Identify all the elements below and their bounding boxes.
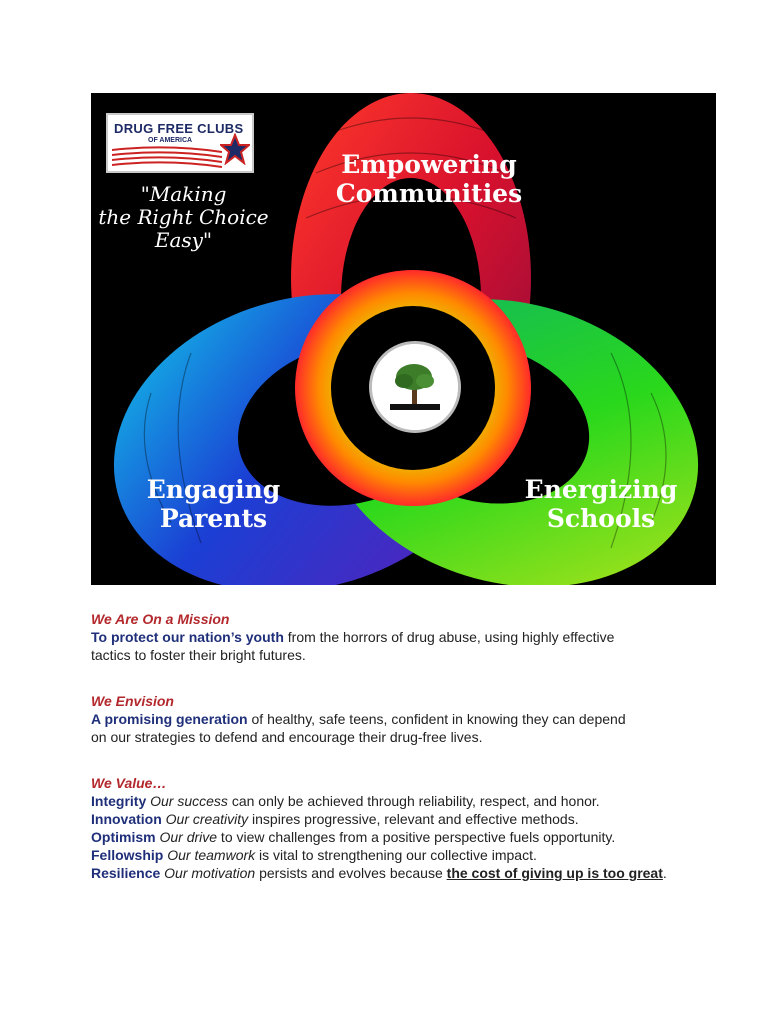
envision-heading: We Envision bbox=[91, 693, 174, 709]
label-empowering-communities bbox=[329, 151, 529, 209]
label-right-line-2: Schools bbox=[546, 503, 656, 533]
mission-lead: To protect our nation’s youth bbox=[91, 629, 284, 645]
mission-body: from the horrors of drug abuse, using highly effective bbox=[283, 629, 615, 645]
value-subject: Our teamwork bbox=[167, 847, 256, 863]
value-text: persists and evolves because bbox=[255, 865, 447, 881]
value-text: is vital to strengthening our collective impact. bbox=[255, 847, 537, 863]
value-term: Fellowship bbox=[91, 847, 164, 863]
value-term: Optimism bbox=[91, 829, 156, 845]
tagline-line-2: the Right Choice bbox=[98, 205, 269, 229]
envision-lead: A promising generation bbox=[91, 711, 248, 727]
logo bbox=[106, 113, 254, 173]
value-emphasis: the cost of giving up is too great bbox=[446, 865, 663, 881]
mission-heading: We Are On a Mission bbox=[91, 611, 230, 627]
star-icon bbox=[220, 133, 250, 165]
envision-body-2: on our strategies to defend and encourage their drug-free lives. bbox=[91, 729, 483, 745]
logo-subtitle: OF AMERICA bbox=[148, 137, 193, 144]
tagline bbox=[91, 183, 276, 252]
value-item-fellowship bbox=[91, 846, 731, 864]
value-item-resilience bbox=[91, 864, 731, 882]
tagline-line-1: "Making bbox=[140, 182, 227, 206]
value-text: inspires progressive, relevant and effective methods. bbox=[248, 811, 579, 827]
flag-stripes-icon bbox=[112, 146, 222, 168]
mission-body-2: tactics to foster their bright futures. bbox=[91, 647, 306, 663]
hero-graphic bbox=[91, 93, 716, 585]
value-end: . bbox=[662, 865, 667, 881]
value-term: Resilience bbox=[91, 865, 161, 881]
value-term: Innovation bbox=[91, 811, 162, 827]
value-subject: Our drive bbox=[159, 829, 218, 845]
label-right-line-1: Energizing bbox=[524, 475, 678, 504]
label-energizing-schools bbox=[516, 476, 686, 534]
values-section bbox=[91, 774, 731, 882]
tagline-line-3: Easy" bbox=[154, 228, 213, 252]
tree-icon bbox=[372, 344, 458, 430]
mission-section bbox=[91, 610, 731, 664]
value-subject: Our creativity bbox=[165, 811, 249, 827]
value-term: Integrity bbox=[91, 793, 147, 809]
label-top-line-2: Communities bbox=[335, 178, 523, 208]
mission-text bbox=[91, 610, 731, 882]
values-heading: We Value… bbox=[91, 775, 167, 791]
value-item-innovation bbox=[91, 810, 731, 828]
envision-body: of healthy, safe teens, confident in knowing they can depend bbox=[247, 711, 626, 727]
mission-paragraph bbox=[91, 628, 731, 664]
center-tree-image bbox=[369, 341, 461, 433]
label-top-line-1: Empowering bbox=[341, 150, 517, 179]
label-engaging-parents bbox=[131, 476, 296, 534]
value-text: to view challenges from a positive perspective fuels opportunity. bbox=[217, 829, 616, 845]
envision-paragraph bbox=[91, 710, 731, 746]
envision-section bbox=[91, 692, 731, 746]
value-item-integrity bbox=[91, 792, 731, 810]
value-subject: Our success bbox=[150, 793, 228, 809]
value-subject: Our motivation bbox=[164, 865, 256, 881]
label-left-line-2: Parents bbox=[159, 503, 268, 533]
value-text: can only be achieved through reliability, respect, and honor. bbox=[227, 793, 600, 809]
value-item-optimism bbox=[91, 828, 731, 846]
label-left-line-1: Engaging bbox=[146, 475, 281, 504]
logo-title: DRUG FREE CLUBS bbox=[114, 121, 244, 136]
